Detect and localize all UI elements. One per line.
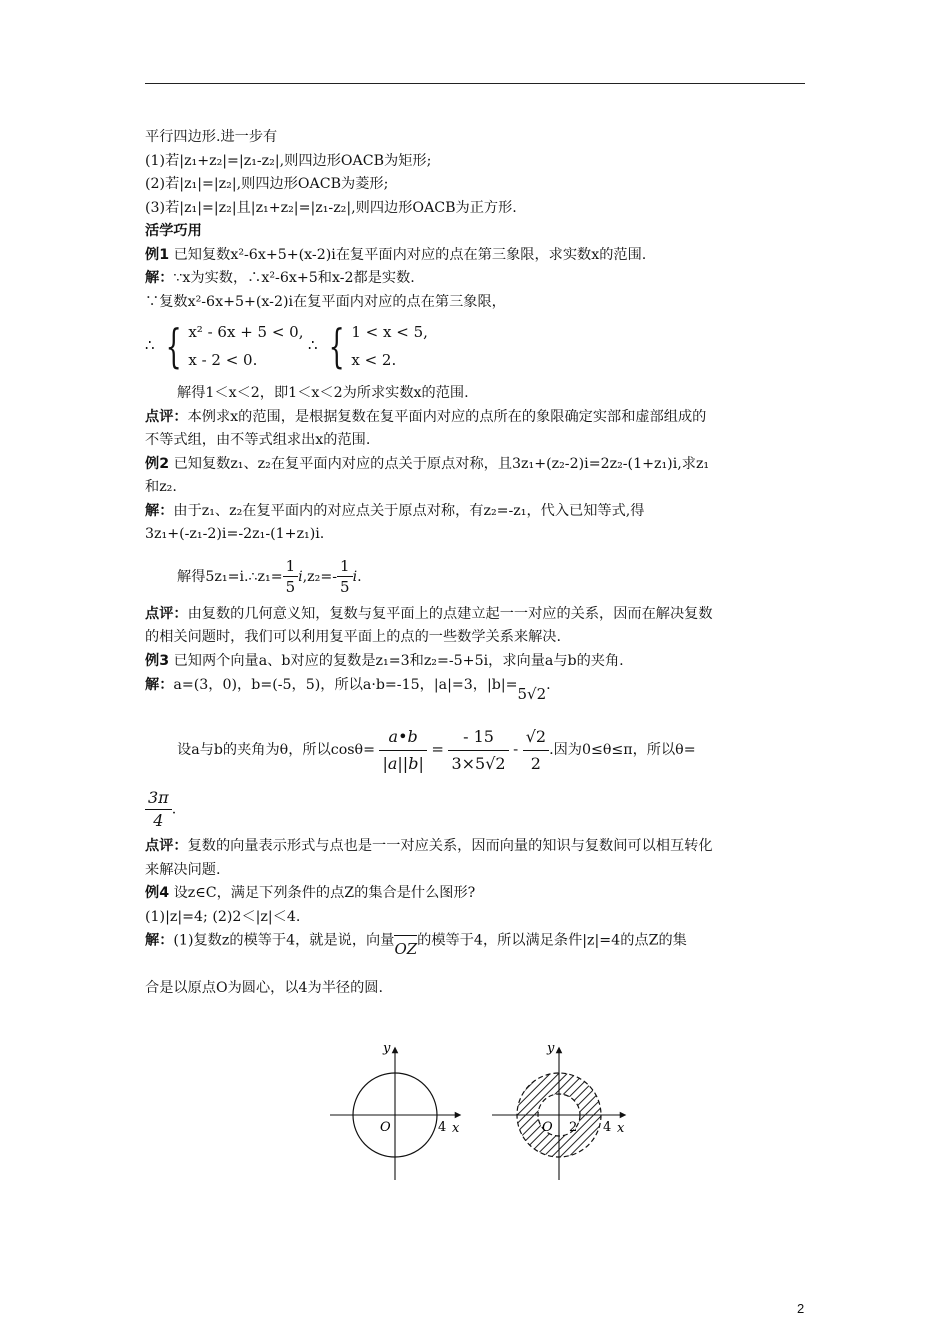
sqrt-value: 5√2 bbox=[517, 685, 547, 703]
header-rule bbox=[145, 83, 805, 84]
solution-text: ,z₂=- bbox=[302, 568, 338, 585]
text-line: (2)若|z₁|=|z₂|,则四边形OACB为菱形; bbox=[145, 176, 389, 192]
text-line: 合是以原点O为圆心，以4为半径的圆. bbox=[145, 980, 383, 996]
imaginary-unit: i bbox=[298, 568, 303, 585]
system-row: x < 2. bbox=[351, 351, 397, 369]
origin-label: O bbox=[380, 1120, 391, 1135]
outer-radius-label: 4 bbox=[603, 1120, 612, 1135]
example-3 bbox=[145, 650, 810, 674]
numerator: √2 bbox=[525, 726, 547, 746]
text-line: (3)若|z₁|=|z₂|且|z₁+z₂|=|z₁-z₂|,则四边形OACB为正方形. bbox=[145, 199, 517, 216]
comment-text: 由复数的几何意义知，复数与复平面上的点建立起一一对应的关系，因而在解决复数 bbox=[187, 605, 713, 622]
inequality-system-2 bbox=[322, 318, 428, 374]
solution-label: 解： bbox=[145, 677, 174, 693]
text-line: 平行四边形.进一步有 bbox=[145, 129, 278, 145]
example-label: 例1 bbox=[145, 246, 170, 263]
solution-text: . bbox=[357, 568, 362, 585]
fraction bbox=[379, 724, 426, 777]
solution-label: 解： bbox=[145, 502, 174, 519]
complex-plane-figures bbox=[320, 1040, 650, 1190]
text-line: 3z₁+(-z₁-2)i=-2z₁-(1+z₁)i. bbox=[145, 526, 325, 542]
comment-text: 本例求x的范围，是根据复数在复平面内对应的点所在的象限确定实部和虚部组成的 bbox=[187, 408, 707, 425]
x-axis-label: x bbox=[452, 1121, 460, 1136]
example-2 bbox=[145, 453, 810, 477]
fraction bbox=[523, 724, 549, 777]
fraction bbox=[283, 556, 299, 597]
denominator: 5 bbox=[337, 576, 353, 597]
system-row: x² - 6x + 5 < 0, bbox=[188, 323, 304, 341]
example-text: 设z∈C，满足下列条件的点Z的集合是什么图形? bbox=[169, 885, 476, 901]
text-line: (1)|z|=4; (2)2＜|z|＜4. bbox=[145, 908, 301, 925]
comment-label: 点评： bbox=[145, 605, 188, 622]
text-line: 和z₂. bbox=[145, 479, 177, 495]
comment-label: 点评： bbox=[145, 838, 188, 854]
solution-text: ∵x为实数，∴x²-6x+5和x-2都是实数. bbox=[173, 270, 415, 286]
x-axis-label: x bbox=[617, 1121, 625, 1136]
solution-text: a=(3，0)，b=(-5，5)，所以a·b=-15，|a|=3，|b|= bbox=[173, 677, 518, 693]
vector-oz bbox=[394, 935, 417, 958]
comment-line bbox=[145, 406, 810, 430]
fraction bbox=[448, 724, 508, 777]
example-label: 例3 bbox=[145, 652, 170, 669]
text-line: 不等式组，由不等式组求出x的范围. bbox=[145, 432, 371, 448]
section-heading: 活学巧用 bbox=[145, 223, 202, 239]
example-1 bbox=[145, 244, 810, 268]
y-axis-label: y bbox=[383, 1041, 391, 1056]
therefore-symbol: ∴ bbox=[145, 336, 155, 354]
denominator: 4 bbox=[145, 809, 172, 832]
solution-text: 的模等于4，所以满足条件|z|=4的点Z的集 bbox=[417, 932, 687, 949]
figures bbox=[320, 1040, 650, 1194]
solution-line bbox=[145, 267, 810, 291]
inequality-system-1 bbox=[159, 318, 303, 374]
numerator: - 15 bbox=[463, 726, 494, 746]
text-line: ∵复数x²-6x+5+(x-2)i在复平面内对应的点在第三象限， bbox=[145, 293, 506, 310]
solution-line bbox=[145, 929, 810, 969]
solution-label: 解： bbox=[145, 932, 174, 949]
solution-line bbox=[145, 673, 810, 707]
comment-line bbox=[145, 835, 810, 859]
text-line: 的相关问题时，我们可以利用复平面上的点的一些数学关系来解决. bbox=[145, 629, 561, 645]
inner-radius-label: 2 bbox=[569, 1120, 578, 1135]
radius-label: 4 bbox=[438, 1120, 447, 1135]
minus-sign: - bbox=[513, 740, 519, 758]
example-label: 例4 bbox=[145, 885, 170, 901]
cos-equation bbox=[145, 713, 810, 785]
comment-label: 点评： bbox=[145, 408, 188, 425]
y-axis-label: y bbox=[547, 1041, 555, 1056]
solution-text: 由于z₁、z₂在复平面内的对应点关于原点对称，有z₂=-z₁，代入已知等式,得 bbox=[173, 502, 645, 519]
text-line: 解得1＜x＜2，即1＜x＜2为所求实数x的范围. bbox=[177, 385, 469, 401]
solution-line bbox=[145, 500, 810, 524]
therefore-symbol: ∴ bbox=[308, 336, 318, 354]
example-text: 已知复数x²-6x+5+(x-2)i在复平面内对应的点在第三象限，求实数x的范围. bbox=[169, 246, 647, 263]
brace-icon: { bbox=[328, 319, 345, 373]
brace-icon: { bbox=[165, 319, 182, 373]
imaginary-unit: i bbox=[352, 568, 358, 585]
text-line: 来解决问题. bbox=[145, 861, 221, 878]
solution-text: (1)复数z的模等于4，就是说，向量 bbox=[173, 932, 395, 949]
numerator: 1 bbox=[285, 557, 296, 575]
solution-line bbox=[145, 551, 810, 603]
example-text: 已知复数z₁、z₂在复平面内对应的点关于原点对称，且3z₁+(z₂-2)i=2z₂-(1+z₁)i,求z₁ bbox=[169, 455, 710, 472]
circle-figure bbox=[330, 1041, 460, 1180]
denominator: 2 bbox=[523, 750, 549, 777]
origin-label: O bbox=[542, 1120, 553, 1135]
comment-line bbox=[145, 603, 810, 627]
system-row: x - 2 < 0. bbox=[188, 351, 258, 369]
numerator: 3π bbox=[148, 788, 169, 807]
numerator: a•b bbox=[388, 726, 418, 746]
example-label: 例2 bbox=[145, 455, 170, 472]
solution-text: 设a与b的夹角为θ，所以cosθ= bbox=[177, 742, 375, 758]
solution-label: 解： bbox=[145, 270, 174, 286]
page-number: 2 bbox=[797, 1301, 805, 1316]
vector-label: OZ bbox=[394, 940, 418, 958]
theta-result bbox=[145, 787, 810, 835]
denominator: |a||b| bbox=[379, 750, 426, 777]
annulus-figure bbox=[492, 1041, 625, 1180]
fraction bbox=[145, 787, 172, 832]
numerator: 1 bbox=[340, 557, 350, 575]
denominator: 5 bbox=[283, 576, 299, 597]
fraction bbox=[337, 556, 353, 597]
equals-sign: = bbox=[431, 740, 444, 758]
example-text: 已知两个向量a、b对应的复数是z₁=3和z₂=-5+5i，求向量a与b的夹角. bbox=[169, 652, 624, 669]
solution-text: .因为0≤θ≤π，所以θ= bbox=[549, 742, 696, 758]
solution-text: . bbox=[171, 801, 177, 818]
comment-text: 复数的向量表示形式与点也是一一对应关系，因而向量的知识与复数间可以相互转化 bbox=[187, 838, 713, 854]
system-row: 1 < x < 5, bbox=[351, 323, 428, 341]
example-4 bbox=[145, 882, 810, 906]
text-line: (1)若|z₁+z₂|=|z₁-z₂|,则四边形OACB为矩形; bbox=[145, 152, 432, 169]
page-body bbox=[145, 126, 810, 1001]
solution-text: . bbox=[546, 677, 551, 693]
inequality-systems bbox=[145, 318, 810, 376]
denominator: 3×5√2 bbox=[448, 750, 508, 777]
solution-text: 解得5z₁=i.∴z₁= bbox=[177, 568, 283, 585]
